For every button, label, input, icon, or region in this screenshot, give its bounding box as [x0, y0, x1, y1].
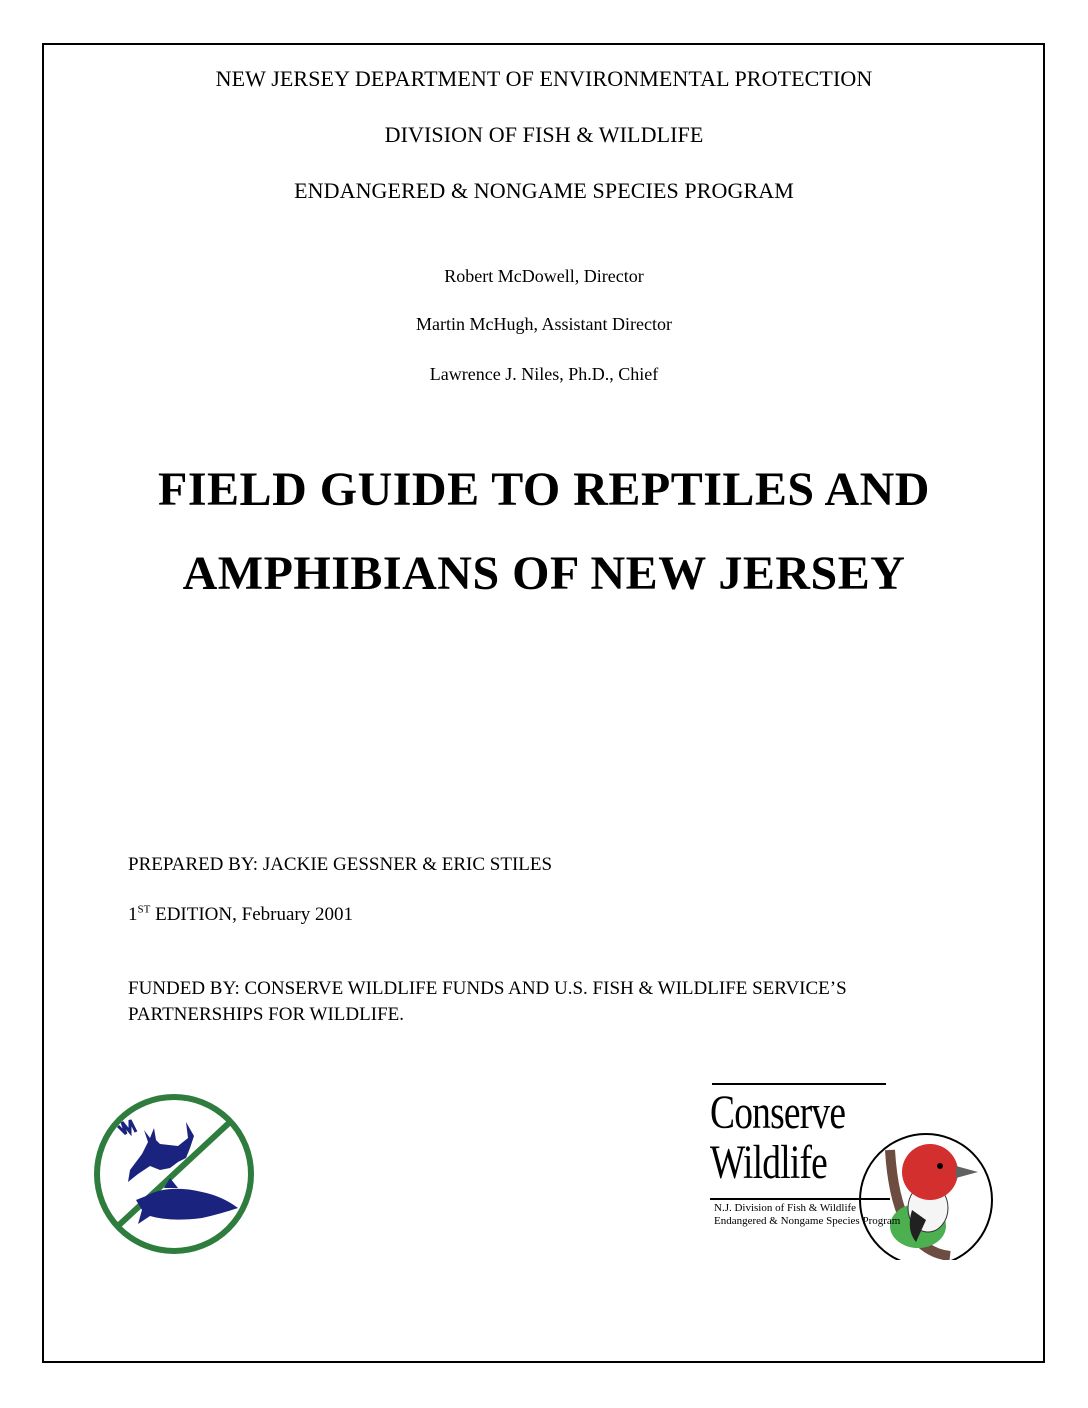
staff-director: Robert McDowell, Director [444, 266, 644, 286]
division-heading: DIVISION OF FISH & WILDLIFE [384, 122, 704, 147]
edition-superscript: ST [137, 903, 151, 916]
logo-word-wildlife: Wildlife [710, 1136, 828, 1189]
funded-by-line-2: PARTNERSHIPS FOR WILDLIFE. [128, 1004, 404, 1025]
title-line-1: FIELD GUIDE TO REPTILES AND [158, 463, 930, 516]
department-heading: NEW JERSEY DEPARTMENT OF ENVIRONMENTAL PROTECTION [215, 66, 873, 91]
edition-text: EDITION, February 2001 [150, 904, 353, 925]
prepared-by: PREPARED BY: JACKIE GESSNER & ERIC STILES [128, 854, 553, 875]
logo-divider [710, 1198, 890, 1200]
staff-chief: Lawrence J. Niles, Ph.D., Chief [429, 364, 659, 384]
logo-subtitle-program: Endangered & Nongame Species Program [714, 1215, 901, 1227]
logo-subtitle-division: N.J. Division of Fish & Wildlife [714, 1202, 857, 1214]
program-heading: ENDANGERED & NONGAME SPECIES PROGRAM [294, 178, 794, 203]
conserve-wildlife-logo [700, 1080, 1000, 1265]
title-line-2: AMPHIBIANS OF NEW JERSEY [182, 547, 906, 600]
edition-number: 1 [128, 904, 138, 925]
edition-line [128, 904, 353, 926]
funded-by-line-1: FUNDED BY: CONSERVE WILDLIFE FUNDS AND U.S. FISH & WILDLIFE SERVICE’S [128, 978, 847, 999]
fish-wildlife-logo [90, 1092, 258, 1261]
staff-assistant-director: Martin McHugh, Assistant Director [416, 314, 672, 334]
logo-word-conserve: Conserve [710, 1086, 846, 1139]
deer-fish-icon [90, 1092, 258, 1256]
